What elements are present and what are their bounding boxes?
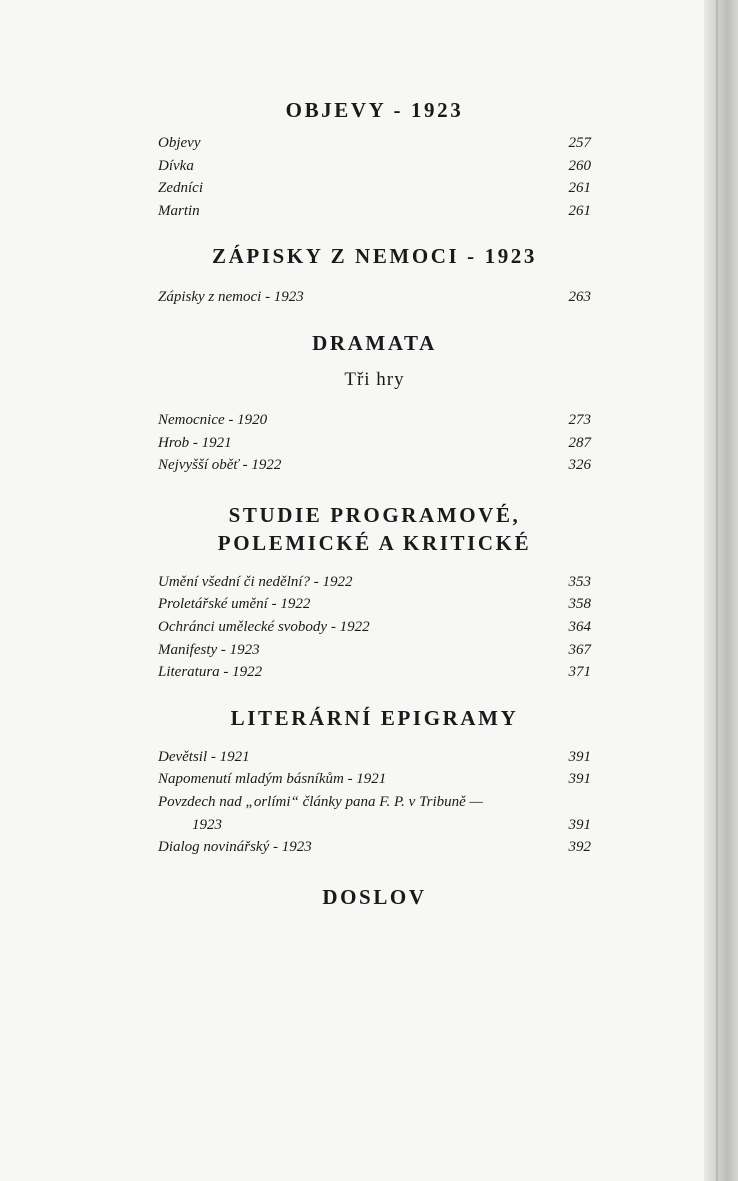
toc-entry [158,616,591,639]
toc-entry [158,432,591,455]
toc-entry [158,836,591,859]
entry-title: Nemocnice - 1920 [158,411,268,428]
entry-page: 367 [568,641,591,658]
entry-title: Objevy [158,135,201,151]
entry-title: Zedníci [158,180,203,197]
entry-title: Umění všední či nedělní? - 1922 [158,573,353,590]
toc-entry [158,768,591,791]
section-objevy [158,96,591,222]
section-zapisky [158,242,591,309]
section-heading: LITERÁRNÍ EPIGRAMY [230,705,519,730]
entry-page: 391 [568,816,591,833]
page-edge-shadow [704,0,738,1181]
entry-page: 391 [568,771,591,788]
entry-title: Proletářské umění - 1922 [158,596,311,613]
entry-title: Nejvyšší oběť - 1922 [158,457,282,474]
section-subheading: Tři hry [344,368,405,390]
entry-page: 287 [568,434,591,451]
entry-page: 257 [568,135,591,151]
section-heading: DRAMATA [312,330,437,355]
toc-entry [158,639,591,662]
entry-page: 263 [568,289,591,306]
entry-title: Manifesty - 1923 [158,641,260,658]
section-epigramy [158,704,591,859]
entry-title: Zápisky z nemoci - 1923 [158,289,304,306]
entry-page: 353 [568,573,591,590]
section-heading: OBJEVY - 1923 [285,98,464,122]
table-of-contents [158,96,591,911]
entry-title-line-2: 1923 [192,816,222,833]
entry-page: 392 [568,839,591,856]
entry-title: Napomenutí mladým básníkům - 1921 [158,771,387,788]
toc-entry [158,571,591,594]
entry-page: 358 [568,596,591,613]
entry-title: Dívka [158,157,194,174]
entry-page: 273 [568,411,591,428]
section-heading: ZÁPISKY Z NEMOCI - 1923 [211,244,538,269]
entry-page: 364 [568,618,591,635]
section-heading-line-1: STUDIE PROGRAMOVÉ, [228,502,521,527]
toc-entry [158,409,591,432]
entry-title: Devětsil - 1921 [158,748,250,765]
entry-page: 261 [568,202,591,219]
toc-entry [158,791,591,836]
entry-title [158,791,483,836]
entry-title: Martin [158,202,200,219]
section-doslov [158,883,591,911]
entry-page: 260 [568,157,591,174]
toc-entry [158,132,591,155]
section-heading: DOSLOV [322,884,427,909]
toc-entry [158,593,591,616]
entry-title: Dialog novinářský - 1923 [158,839,312,856]
entry-title: Hrob - 1921 [158,434,232,451]
toc-entry [158,200,591,223]
toc-entry [158,177,591,200]
section-dramata [158,329,591,477]
section-heading-line-2: POLEMICKÉ A KRITICKÉ [217,530,532,555]
toc-entry [158,454,591,477]
section-studie [158,501,591,684]
entry-page: 391 [568,748,591,765]
toc-entry [158,155,591,178]
entry-title: Ochránci umělecké svobody - 1922 [158,618,370,635]
entry-page: 261 [568,180,591,197]
entry-page: 326 [568,457,591,474]
toc-entry [158,661,591,684]
entry-title: Literatura - 1922 [158,664,263,681]
toc-entry [158,746,591,769]
toc-entry [158,286,591,309]
entry-title-line-1: Povzdech nad „orlími“ články pana F. P. v Tribuně — [158,793,483,810]
entry-page: 371 [568,664,591,681]
